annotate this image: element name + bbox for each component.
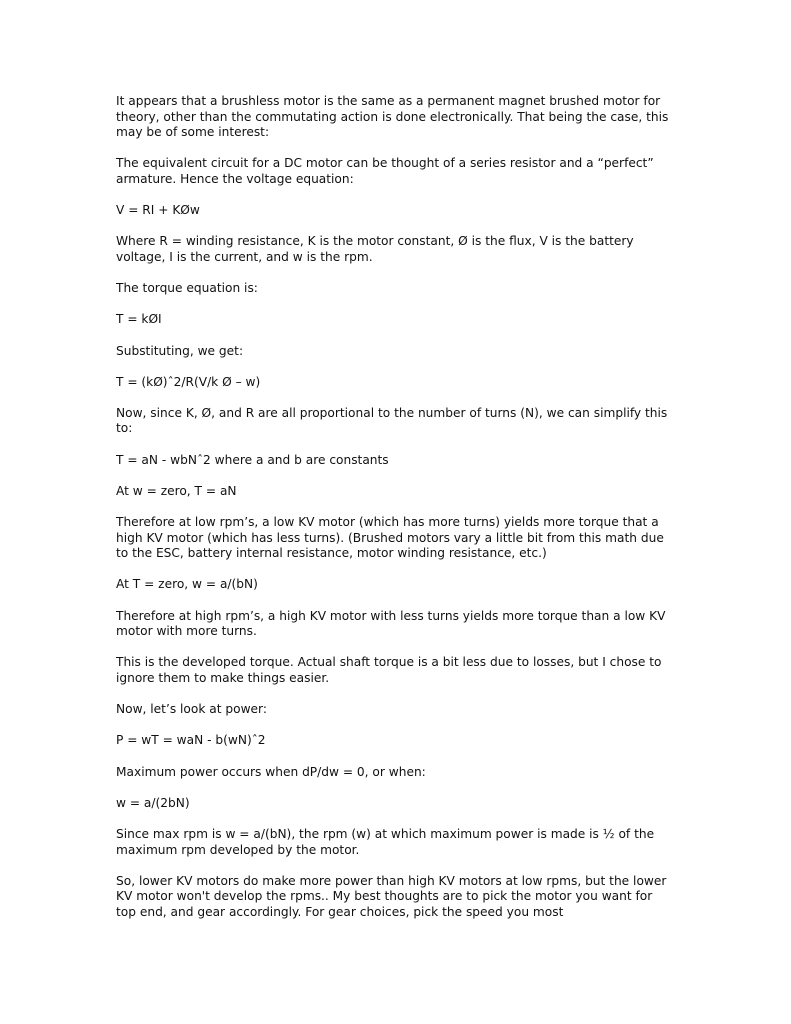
paragraph-variable-definitions: Where R = winding resistance, K is the motor constant, Ø is the flux, V is the battery voltage, I is the current, and w is the rpm.	[116, 234, 634, 264]
paragraph-intro: It appears that a brushless motor is the same as a permanent magnet brushed motor for theory, other than the commutating action is done electronically. That being the case, this may be of some interest:	[116, 94, 669, 140]
paragraph-low-rpm: Therefore at low rpm’s, a low KV motor (which has more turns) yields more torque that a high KV motor (which has less turns). (Brushed motors vary a little bit from this math due to the ESC, battery internal resistance, motor winding resistance, etc.)	[116, 515, 664, 561]
paragraph-conclusion: So, lower KV motors do make more power than high KV motors at low rpms, but the lower KV motor won't develop the rpms.. My best thoughts are to pick the motor you want for top end, and gear accordingly. For gear choices, pick the speed you most	[116, 873, 667, 919]
equation-torque-substituted: T = (kØ)ˆ2/R(V/k Ø – w)	[116, 374, 261, 389]
equation-torque: T = kØI	[116, 312, 162, 327]
equation-power: P = wT = waN - b(wN)ˆ2	[116, 733, 266, 748]
equation-torque-simplified: T = aN - wbNˆ2 where a and b are constants	[116, 452, 389, 467]
paragraph-equivalent-circuit: The equivalent circuit for a DC motor can be thought of a series resistor and a “perfect” armature. Hence the voltage equation:	[116, 156, 654, 186]
paragraph-high-rpm: Therefore at high rpm’s, a high KV motor with less turns yields more torque than a low KV motor with more turns.	[116, 608, 666, 639]
paragraph-developed-torque: This is the developed torque. Actual shaft torque is a bit less due to losses, but I chose to ignore them to make things easier.	[116, 655, 662, 685]
paragraph-substituting: Substituting, we get:	[116, 343, 244, 358]
equation-max-power-rpm: w = a/(2bN)	[116, 795, 190, 810]
equation-stall-torque: At w = zero, T = aN	[116, 483, 237, 498]
paragraph-max-power: Maximum power occurs when dP/dw = 0, or when:	[116, 764, 426, 779]
equation-max-rpm: At T = zero, w = a/(bN)	[116, 577, 258, 592]
equation-voltage: V = RI + KØw	[116, 203, 200, 218]
paragraph-simplify: Now, since K, Ø, and R are all proportional to the number of turns (N), we can simplify this to:	[116, 405, 668, 436]
document-body	[116, 94, 676, 936]
paragraph-power-intro: Now, let’s look at power:	[116, 702, 267, 717]
paragraph-half-rpm: Since max rpm is w = a/(bN), the rpm (w) at which maximum power is made is ½ of the maximum rpm developed by the motor.	[116, 826, 655, 857]
paragraph-torque-intro: The torque equation is:	[116, 281, 258, 296]
